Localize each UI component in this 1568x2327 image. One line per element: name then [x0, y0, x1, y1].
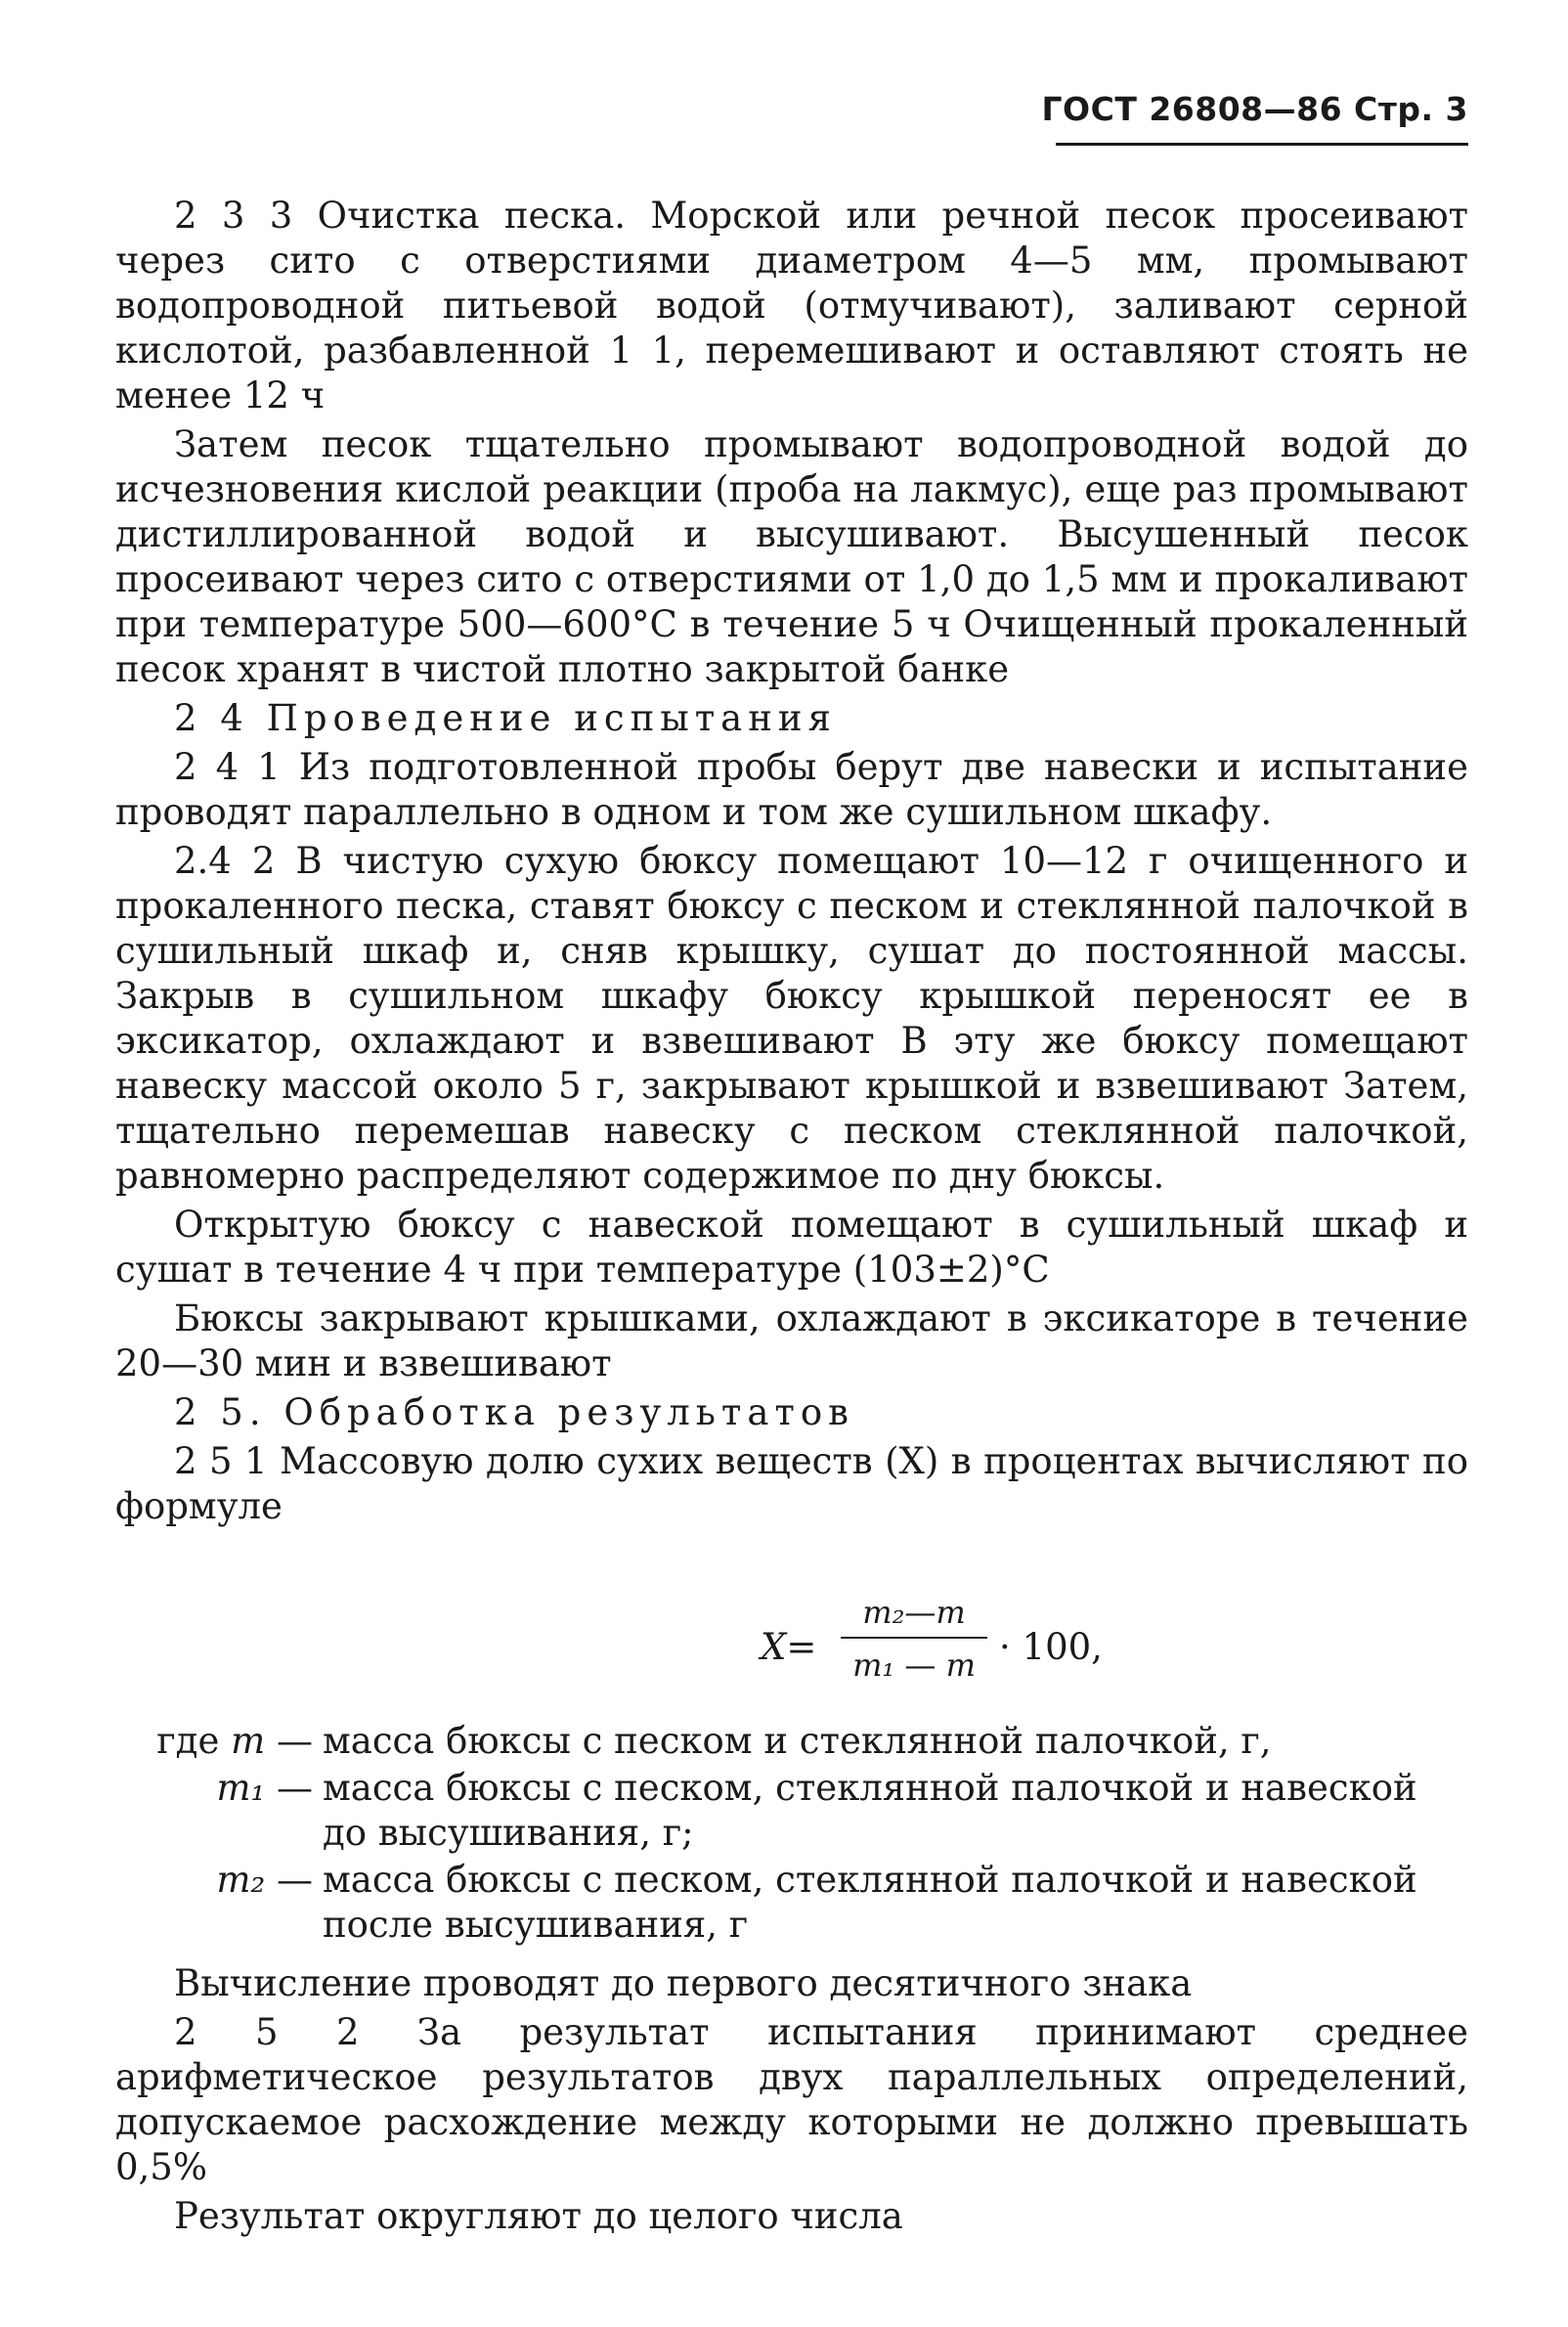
formula	[643, 1590, 1468, 1697]
formula-fraction	[841, 1590, 987, 1688]
formula-numerator: m₂—m	[862, 1594, 966, 1631]
fraction-bar	[841, 1637, 987, 1639]
definition-symbol: m₂	[216, 1859, 266, 1901]
formula-denominator: m₁ — m	[852, 1646, 976, 1684]
paragraph-sand-washing: Затем песок тщательно промывают водопроводной водой до исчезновения кислой реакции (проба на лакмус), еще раз промывают дистиллированной водой и высушивают. Высушенный песок просеивают через сито с отверстиями от 1,0 до 1,5 мм и прокаливают при температуре 500—600°С в течение 5 ч Очищенный прокаленный песок хранят в чистой плотно закрытой банке	[115, 423, 1468, 690]
header-rule	[1056, 143, 1468, 146]
formula-rhs: · 100,	[999, 1626, 1103, 1668]
paragraph-2-4-1: 2 4 1 Из подготовленной пробы берут две навески и испытание проводят параллельно в одном и том же сушильном шкафу.	[115, 746, 1468, 833]
definition-symbol: m₁	[216, 1767, 266, 1809]
paragraph-2-5-1: 2 5 1 Массовую долю сухих веществ (X) в процентах вычисляют по формуле	[115, 1440, 1468, 1527]
definition-symbol: m	[231, 1720, 266, 1762]
definition-row: m₂ — масса бюксы с песком, стеклянной палочкой и навеской после высушивания, г	[131, 1858, 1468, 1948]
paragraph-rounding: Результат округляют до целого числа	[174, 2195, 903, 2237]
paragraph-cooling: Бюксы закрывают крышками, охлаждают в эксикаторе в течение 20—30 мин и взвешивают	[115, 1297, 1468, 1384]
page-header: ГОСТ 26808—86 Стр. 3	[1041, 90, 1468, 128]
variable-definitions	[131, 1719, 1468, 1948]
definition-prefix: где	[156, 1720, 220, 1762]
definition-text: масса бюксы с песком, стеклянной палочкой и навеской после высушивания, г	[323, 1859, 1417, 1946]
definition-text: масса бюксы с песком, стеклянной палочкой и навеской до высушивания, г;	[323, 1767, 1417, 1854]
paragraph-2-4-2: 2.4 2 В чистую сухую бюксу помещают 10—12 г очищенного и прокаленного песка, ставят бюксу с песком и стеклянной палочкой в сушильный шкаф и, сняв крышку, сушат до постоянной массы. Закрыв в сушильном шкафу бюксу крышкой переносят ее в эксикатор, охлаждают и взвешивают В эту же бюксу помещают навеску массой около 5 г, закрывают крышкой и взвешивают Затем, тщательно перемешав навеску с песком стеклянной палочкой, равномерно распределяют содержимое по дну бюксы.	[115, 840, 1468, 1197]
section-heading-test: 2 4 Проведение испытания	[174, 697, 837, 739]
definition-row: где m — масса бюксы с песком и стеклянной палочкой, г,	[131, 1719, 1468, 1764]
document-body	[115, 194, 1468, 2243]
definition-row: m₁ — масса бюксы с песком, стеклянной палочкой и навеской до высушивания, г;	[131, 1766, 1468, 1856]
paragraph-drying: Открытую бюксу с навеской помещают в сушильный шкаф и сушат в течение 4 ч при температуре (103±2)°С	[115, 1204, 1468, 1291]
paragraph-precision: Вычисление проводят до первого десятичного знака	[174, 1962, 1193, 2004]
paragraph-2-5-2: 2 5 2 За результат испытания принимают среднее арифметическое результатов двух параллельных определений, допускаемое расхождение между которыми не должно превышать 0,5%	[115, 2011, 1468, 2188]
definition-text: масса бюксы с песком и стеклянной палочкой, г,	[323, 1720, 1272, 1762]
paragraph-2-3-3: 2 3 3 Очистка песка. Морской или речной песок просеивают через сито с отверстиями диаметром 4—5 мм, промывают водопроводной питьевой водой (отмучивают), заливают серной кислотой, разбавленной 1 1, перемешивают и оставляют стоять не менее 12 ч	[115, 195, 1468, 417]
section-heading-results: 2 5. Обработка результатов	[174, 1391, 854, 1433]
formula-lhs: X=	[761, 1626, 817, 1668]
